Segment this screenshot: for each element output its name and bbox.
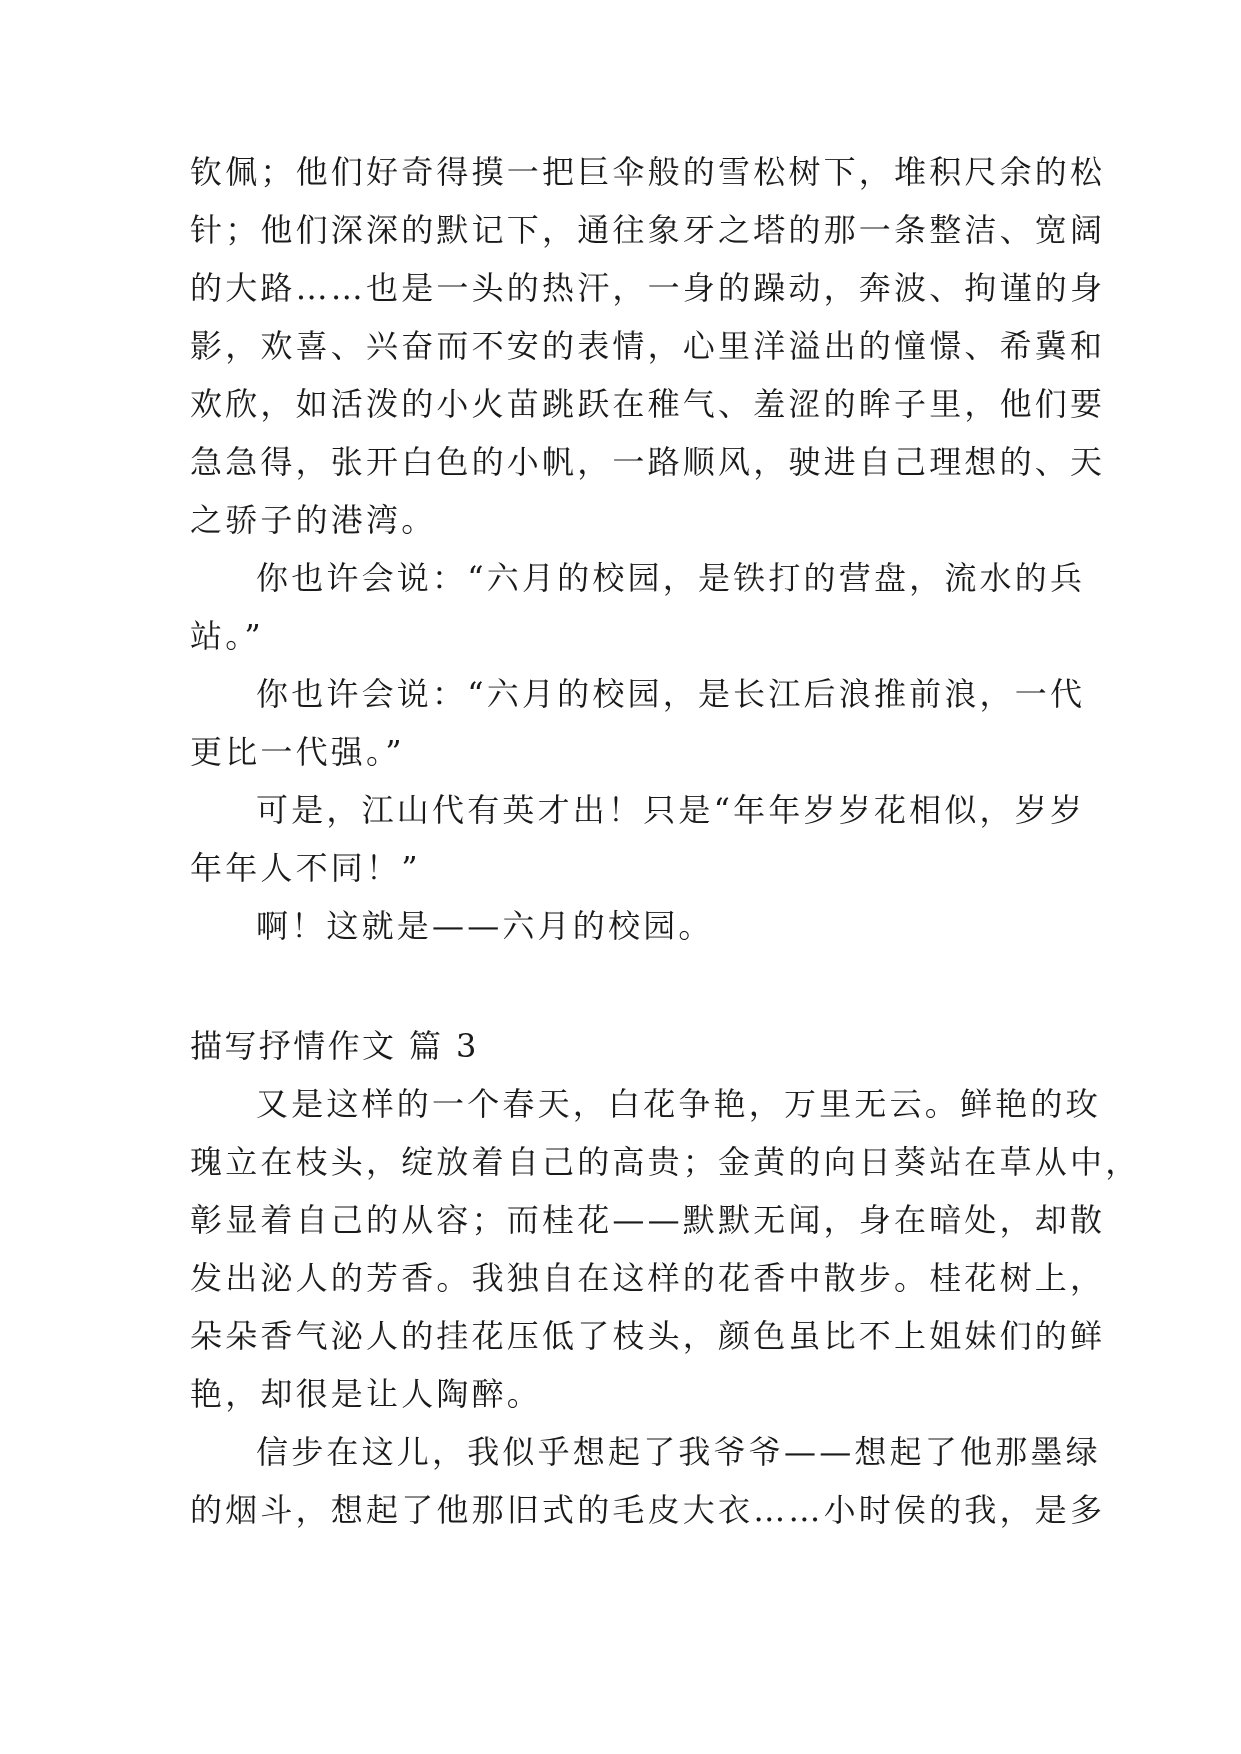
text-line: 之骄子的港湾。 (190, 501, 437, 539)
text-line: 瑰立在枝头，绽放着自己的高贵；金黄的向日葵站在草从中， (190, 1143, 1141, 1181)
section-heading: 描写抒情作文 篇 3 (190, 1027, 479, 1065)
text-line: 彰显着自己的从容；而桂花——默默无闻，身在暗处，却散 (190, 1201, 1106, 1239)
text-line: 艳，却很是让人陶醉。 (190, 1375, 543, 1413)
text-line: 针；他们深深的默记下，通往象牙之塔的那一条整洁、宽阔 (190, 211, 1106, 249)
paragraph (190, 549, 1086, 665)
text-line: 的大路……也是一头的热汗，一身的躁动，奔波、拘谨的身 (190, 269, 1106, 307)
paragraph (190, 1423, 1106, 1539)
text-line: 朵朵香气泌人的挂花压低了枝头，颜色虽比不上姐妹们的鲜 (190, 1317, 1106, 1355)
text-line: 欢欣，如活泼的小火苗跳跃在稚气、羞涩的眸子里，他们要 (190, 385, 1106, 423)
document-page (190, 143, 1141, 1539)
paragraph (190, 665, 1086, 781)
text-line: 信步在这儿，我似乎想起了我爷爷——想起了他那墨绿 (256, 1433, 1101, 1471)
text-line: 又是这样的一个春天，白花争艳，万里无云。鲜艳的玫 (256, 1085, 1101, 1123)
text-line: 年年人不同！” (190, 849, 421, 887)
paragraph (190, 897, 1055, 955)
text-line: 你也许会说：“六月的校园，是铁打的营盘，流水的兵 (256, 559, 1086, 597)
text-line: 发出泌人的芳香。我独自在这样的花香中散步。桂花树上， (190, 1259, 1106, 1297)
text-line: 急急得，张开白色的小帆，一路顺风，驶进自己理想的、天 (190, 443, 1106, 481)
text-line: 更比一代强。” (190, 733, 405, 771)
text-line: 的烟斗，想起了他那旧式的毛皮大衣……小时侯的我，是多 (190, 1491, 1106, 1529)
text-line: 影，欢喜、兴奋而不安的表情，心里洋溢出的憧憬、希冀和 (190, 327, 1106, 365)
paragraph (190, 1075, 1141, 1423)
text-line: 啊！这就是——六月的校园。 (256, 907, 714, 945)
text-line: 站。” (190, 617, 264, 655)
text-line: 你也许会说：“六月的校园，是长江后浪推前浪，一代 (256, 675, 1086, 713)
text-line: 钦佩；他们好奇得摸一把巨伞般的雪松树下，堆积尺余的松 (190, 153, 1106, 191)
text-line: 可是，江山代有英才出！只是“年年岁岁花相似，岁岁 (256, 791, 1086, 829)
paragraph (190, 143, 1106, 549)
paragraph (190, 781, 1086, 897)
section-gap (190, 955, 1055, 1017)
